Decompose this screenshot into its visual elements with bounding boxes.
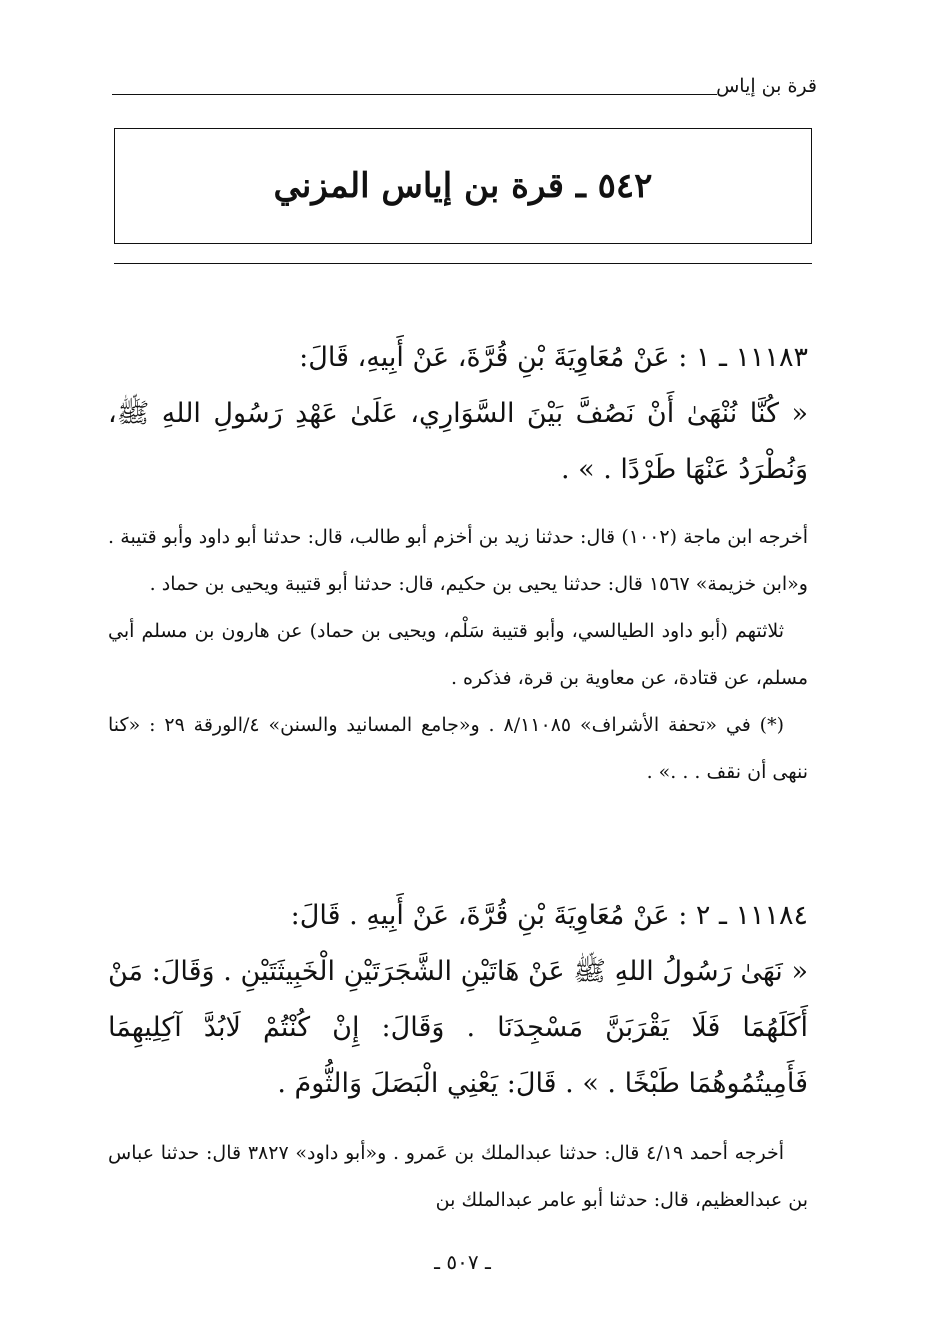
chapter-title: ٥٤٢ ـ قرة بن إياس المزني: [273, 166, 653, 206]
hadith-text: « كُنَّا نُنْهَىٰ أَنْ نَصُفَّ بَيْنَ السَّوَارِي، عَلَىٰ عَهْدِ رَسُولِ اللهِ ﷺ، وَنُطْرَدُ عَنْهَا طَرْدًا . » .: [108, 398, 808, 485]
title-divider: [114, 263, 812, 264]
hadith-heading: ١١١٨٤ ـ ٢ : عَنْ مُعَاوِيَةَ بْنِ قُرَّةَ، عَنْ أَبِيهِ . قَالَ:: [290, 900, 808, 931]
hadith-block-2: [108, 888, 808, 1112]
hadith-block-1: [108, 330, 808, 498]
chapter-title-box: [114, 128, 812, 244]
running-head-title: قرة بن إياس: [716, 75, 817, 97]
hadith-notes-1: [108, 514, 808, 796]
running-head-rule: [112, 94, 717, 95]
hadith-notes-2: [108, 1130, 808, 1224]
takhrij-note: ثلاثتهم (أبو داود الطيالسي، وأبو قتيبة سَلْم، ويحيى بن حماد) عن هارون بن مسلم أبي مسلم، عن قتادة، عن معاوية بن قرة، فذكره .: [108, 620, 808, 689]
takhrij-note: أخرجه ابن ماجة (١٠٠٢) قال: حدثنا زيد بن أخزم أبو طالب، قال: حدثنا أبو داود وأبو قتيبة . و«ابن خزيمة» ١٥٦٧ قال: حدثنا يحيى بن حكيم، قال: حدثنا أبو قتيبة ويحيى بن حماد .: [108, 526, 808, 595]
reference-note: (*) في «تحفة الأشراف» ٨/١١٠٨٥ . و«جامع المسانيد والسنن» ٤/الورقة ٢٩ : «كنا ننهى أن نقف . . .» .: [108, 714, 808, 783]
takhrij-note: أخرجه أحمد ٤/١٩ قال: حدثنا عبدالملك بن عَمرو . و«أبو داود» ٣٨٢٧ قال: حدثنا عباس بن عبدالعظيم، قال: حدثنا أبو عامر عبدالملك بن: [108, 1142, 808, 1211]
page-number: ـ ٥٠٧ ـ: [434, 1250, 491, 1274]
hadith-text: « نَهَىٰ رَسُولُ اللهِ ﷺ عَنْ هَاتَيْنِ الشَّجَرَتَيْنِ الْخَبِيثَتَيْنِ . وَقَالَ: مَنْ أَكَلَهُمَا فَلَا يَقْرَبَنَّ مَسْجِدَنَا . وَقَالَ: إِنْ كُنْتُمْ لَابُدَّ آكِلِيهِمَا فَأَمِيتُمُوهُمَا طَبْخًا . » . قَالَ: يَعْنِي الْبَصَلَ وَالثُّومَ .: [108, 956, 808, 1099]
running-head: [112, 72, 817, 106]
hadith-heading: ١١١٨٣ ـ ١ : عَنْ مُعَاوِيَةَ بْنِ قُرَّةَ، عَنْ أَبِيهِ، قَالَ:: [299, 342, 808, 373]
